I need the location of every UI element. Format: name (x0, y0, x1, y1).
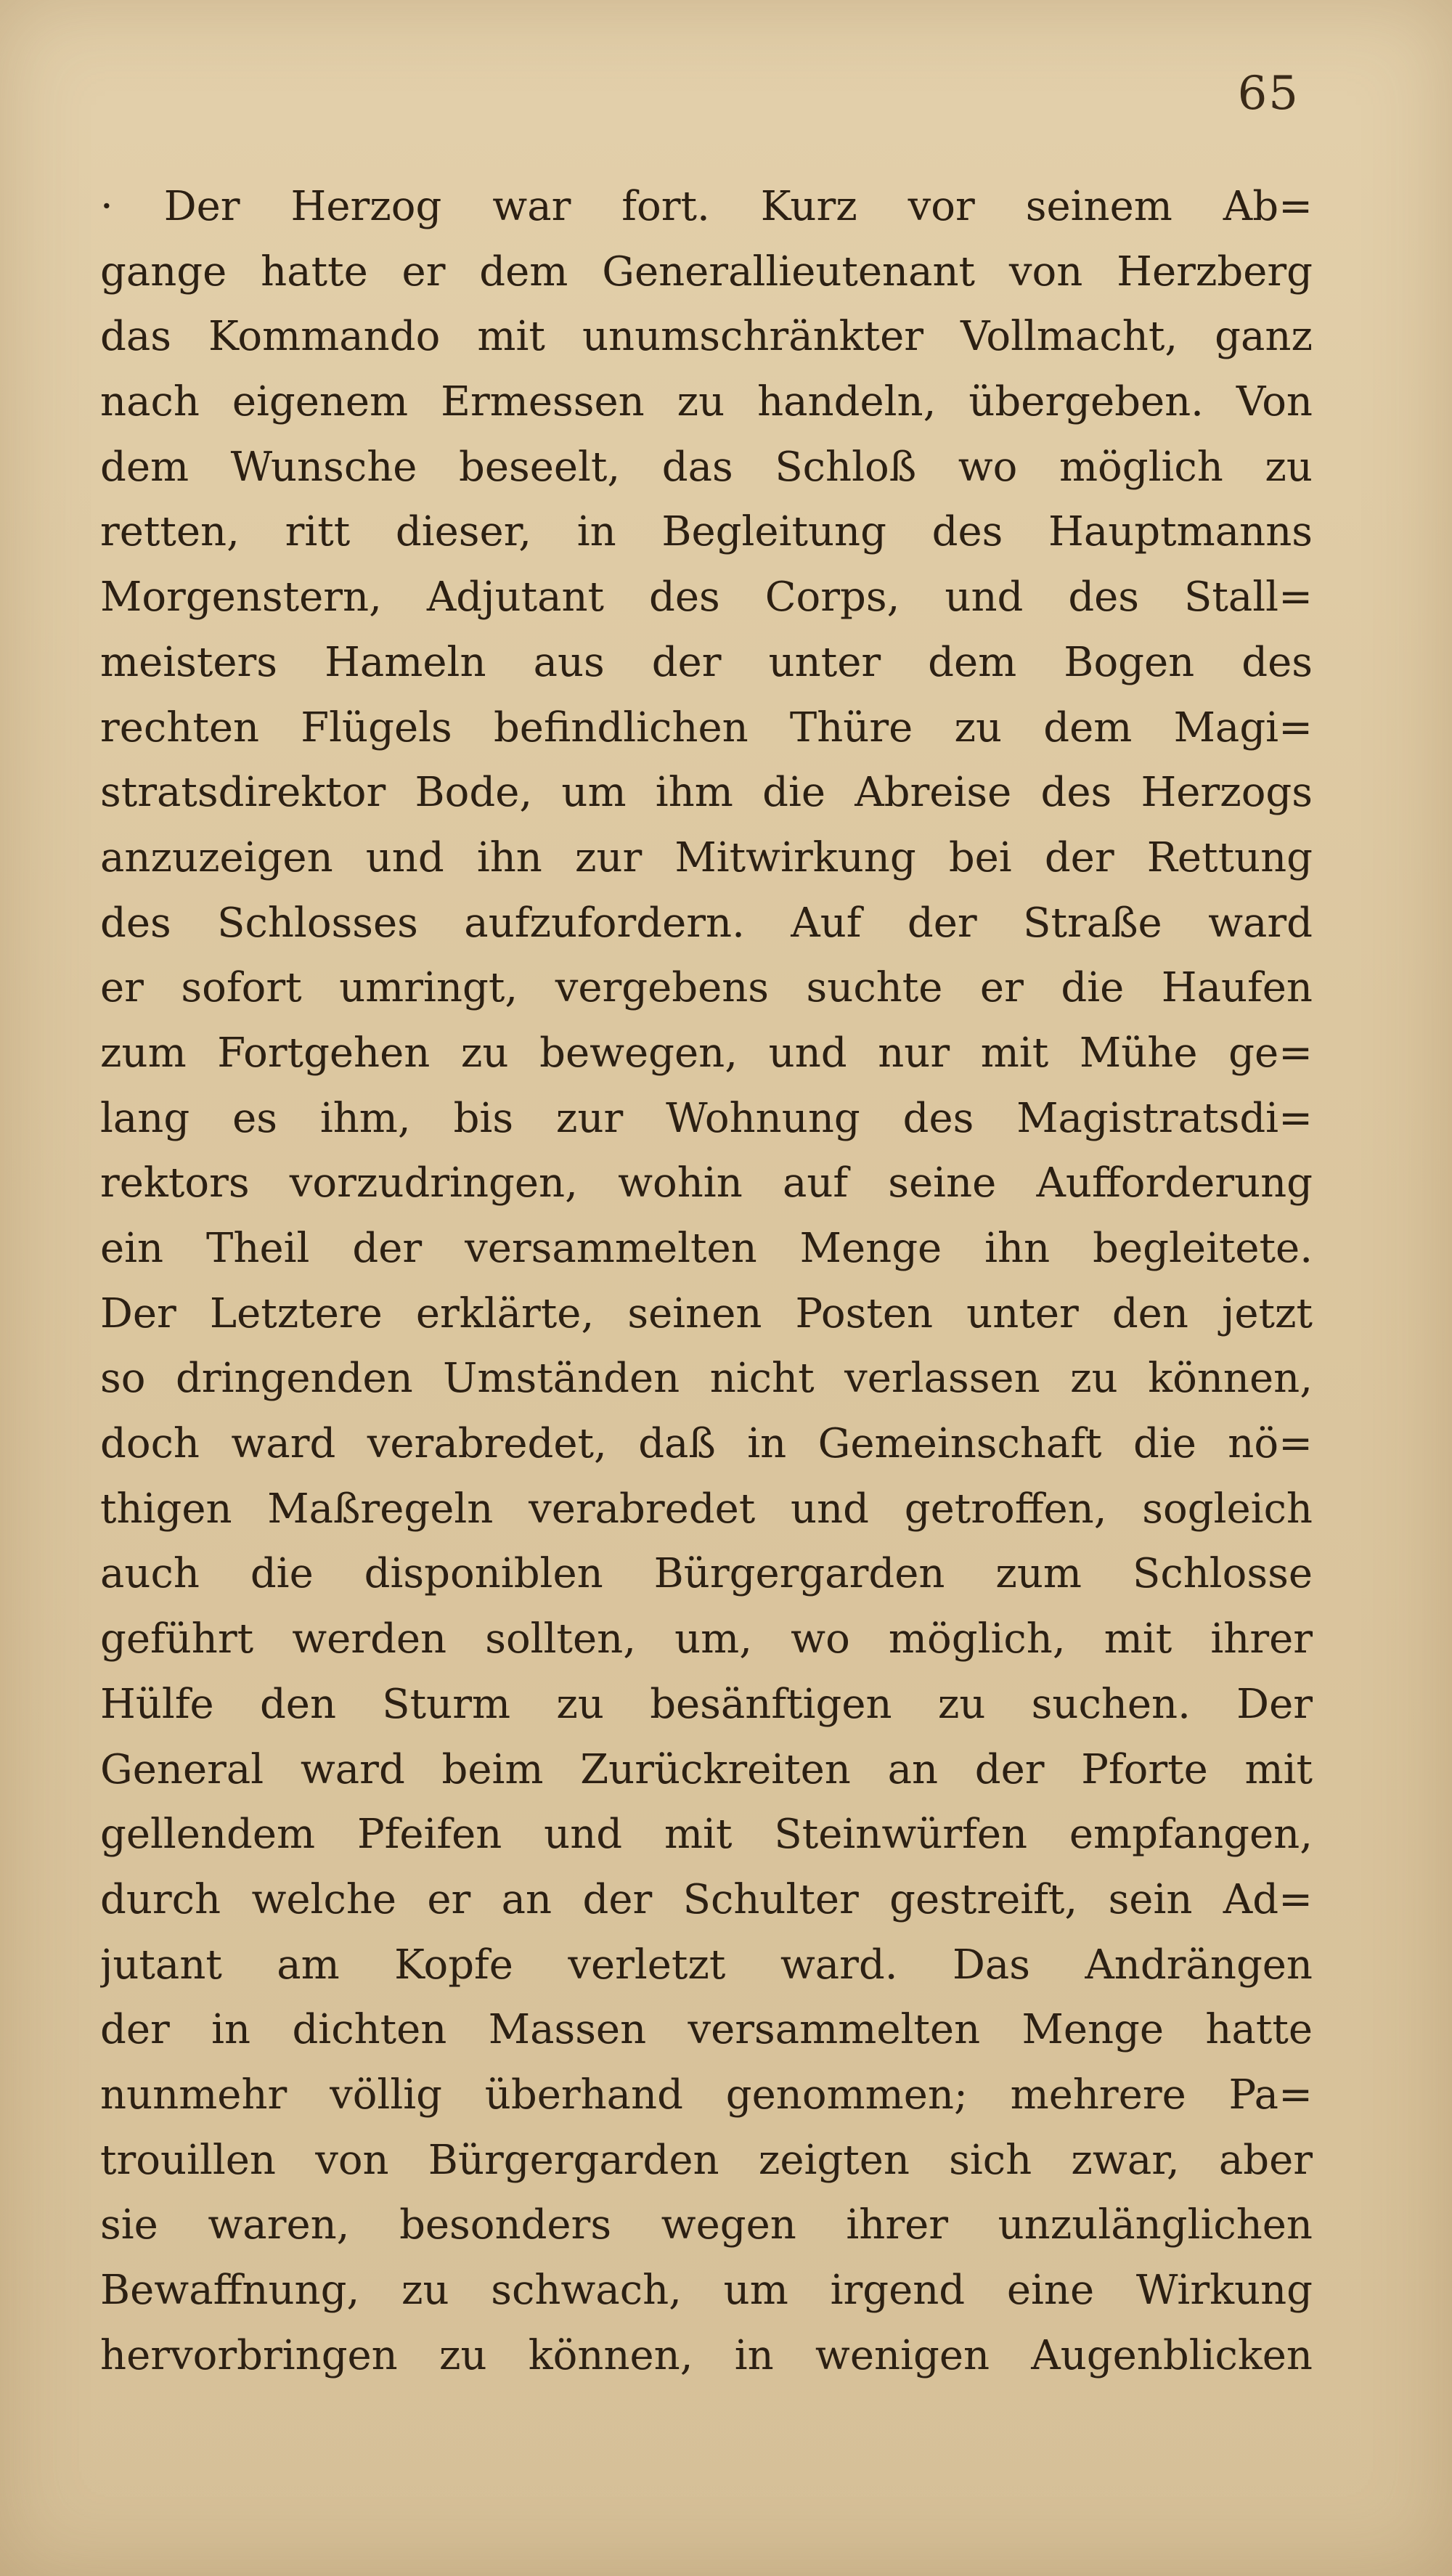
text-line: rektors vorzudringen, wohin auf seine Aufforderung (100, 1159, 1313, 1207)
text-line: Hülfe den Sturm zu besänftigen zu suchen. Der (100, 1680, 1313, 1728)
text-line: durch welche er an der Schulter gestreift, sein Ad= (100, 1875, 1313, 1923)
text-line: General ward beim Zurückreiten an der Pforte mit (100, 1745, 1313, 1793)
page-number: 65 (1237, 67, 1300, 121)
text-line: ein Theil der versammelten Menge ihn begleitete. (100, 1225, 1313, 1272)
text-line: gange hatte er dem Generallieutenant von Herzberg (100, 248, 1313, 295)
text-line: dem Wunsche beseelt, das Schloß wo möglich zu (100, 443, 1313, 491)
text-line: auch die disponiblen Bürgergarden zum Schlosse (100, 1550, 1313, 1598)
text-line: das Kommando mit unumschränkter Vollmacht, ganz (100, 313, 1313, 361)
text-line: hervorbringen zu können, in wenigen Augenblicken (100, 2331, 1313, 2379)
text-line: gellendem Pfeifen und mit Steinwürfen empfangen, (100, 1811, 1313, 1859)
text-line: trouillen von Bürgergarden zeigten sich zwar, aber (100, 2136, 1313, 2184)
body-text (100, 174, 1313, 2388)
text-line: rechten Flügels befindlichen Thüre zu dem Magi= (100, 704, 1313, 751)
text-line: thigen Maßregeln verabredet und getroffen, sogleich (100, 1485, 1313, 1533)
text-line: Der Letztere erklärte, seinen Posten unter den jetzt (100, 1289, 1313, 1337)
text-line: meisters Hameln aus der unter dem Bogen des (100, 638, 1313, 686)
text-line: so dringenden Umständen nicht verlassen zu können, (100, 1355, 1313, 1403)
text-line: jutant am Kopfe verletzt ward. Das Andrängen (100, 1941, 1313, 1989)
text-line: Morgenstern, Adjutant des Corps, und des Stall= (100, 574, 1313, 621)
text-line: er sofort umringt, vergebens suchte er die Haufen (100, 964, 1313, 1012)
text-line: Bewaffnung, zu schwach, um irgend eine Wirkung (100, 2267, 1313, 2314)
text-line: nunmehr völlig überhand genommen; mehrere Pa= (100, 2071, 1313, 2119)
text-line: retten, ritt dieser, in Begleitung des Hauptmanns (100, 508, 1313, 556)
text-line: geführt werden sollten, um, wo möglich, mit ihrer (100, 1615, 1313, 1663)
text-line: · Der Herzog war fort. Kurz vor seinem Ab= (100, 183, 1313, 230)
text-line: doch ward verabredet, daß in Gemeinschaft die nö= (100, 1420, 1313, 1468)
text-line: lang es ihm, bis zur Wohnung des Magistratsdi= (100, 1094, 1313, 1142)
text-line: stratsdirektor Bode, um ihm die Abreise des Herzogs (100, 769, 1313, 817)
text-line: anzuzeigen und ihn zur Mitwirkung bei der Rettung (100, 833, 1313, 881)
text-line: der in dichten Massen versammelten Menge hatte (100, 2006, 1313, 2054)
text-line: nach eigenem Ermessen zu handeln, übergeben. Von (100, 378, 1313, 426)
text-line: des Schlosses aufzufordern. Auf der Straße ward (100, 899, 1313, 947)
text-line: zum Fortgehen zu bewegen, und nur mit Mühe ge= (100, 1029, 1313, 1077)
text-line: sie waren, besonders wegen ihrer unzulänglichen (100, 2201, 1313, 2249)
